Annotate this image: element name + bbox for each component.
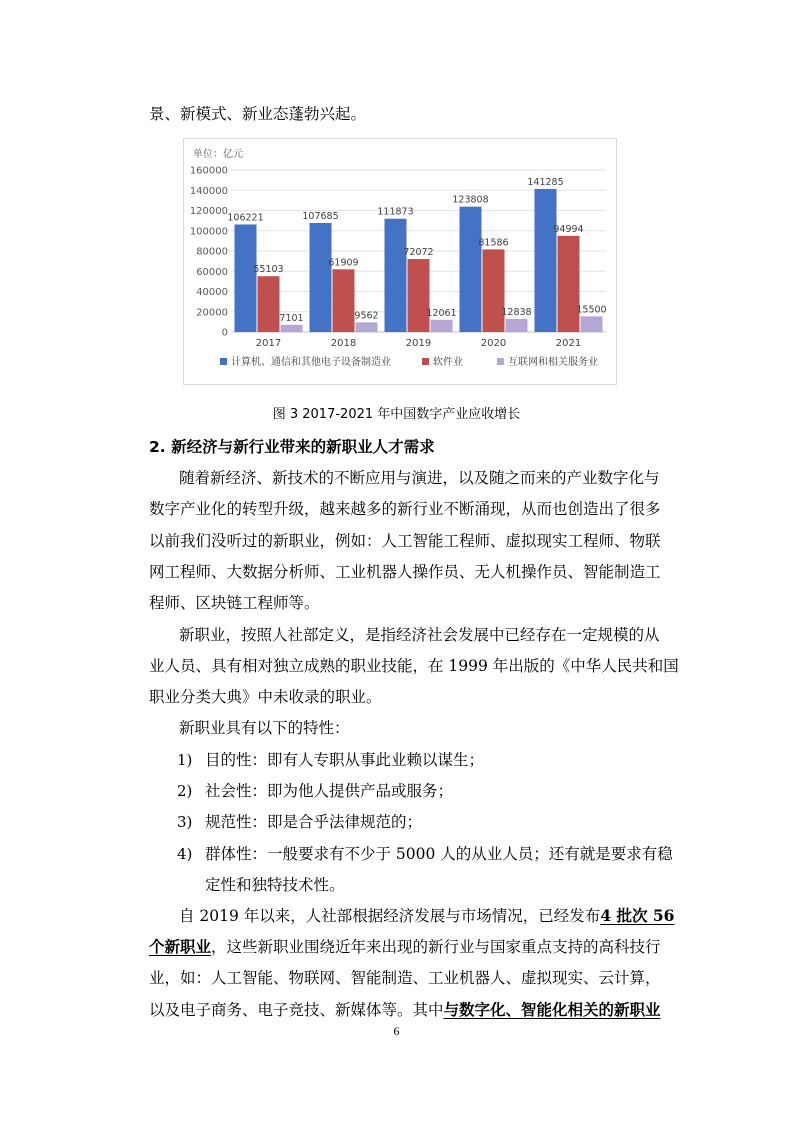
data-label: 12838	[501, 307, 532, 319]
data-label: 61909	[328, 257, 359, 269]
emphasis-text: 4 批次 56	[600, 906, 675, 925]
paragraph-line	[149, 1000, 661, 1020]
data-label: 107685	[302, 210, 339, 222]
x-tick-label: 2017	[255, 338, 282, 349]
chart-canvas	[184, 139, 616, 384]
y-tick-label: 60000	[196, 266, 228, 278]
y-tick-label: 160000	[189, 165, 228, 177]
legend-label: 计算机、通信和其他电子设备制造业	[231, 357, 391, 368]
chart-bar	[460, 207, 482, 332]
legend-label: 互联网和相关服务业	[508, 357, 598, 368]
list-item: 规范性：即是合乎法律规范的；	[205, 813, 423, 831]
x-tick-label: 2021	[555, 338, 582, 349]
text-run: 自 2019 年以来，人社部根据经济发展与市场情况，已经发布	[179, 907, 601, 925]
paragraph-line: 以前我们没听过的新职业，例如：人工智能工程师、虚拟现实工程师、物联	[149, 532, 661, 550]
paragraph-line	[149, 937, 661, 957]
paragraph-line	[179, 906, 674, 926]
chart-bar	[558, 236, 580, 332]
paragraph-line: 随着新经济、新技术的不断应用与演进，以及随之而来的产业数字化与	[179, 469, 660, 487]
data-label: 55103	[253, 264, 284, 276]
page-number: 6	[393, 1024, 400, 1038]
y-tick-label: 100000	[189, 226, 228, 238]
data-label: 12061	[426, 307, 457, 319]
list-item: 社会性：即为他人提供产品或服务；	[205, 782, 454, 800]
list-item: 目的性：即有人专职从事此业赖以谋生；	[205, 751, 485, 769]
chart-bar	[535, 189, 557, 332]
legend-swatch	[422, 358, 429, 365]
emphasis-text: 个新职业	[149, 937, 212, 956]
list-item-number: 4)	[177, 845, 193, 863]
chart-bar	[356, 322, 378, 332]
y-tick-label: 120000	[189, 206, 228, 217]
data-label: 9562	[354, 310, 379, 322]
y-tick-label: 140000	[189, 185, 228, 197]
chart-bar	[506, 319, 528, 332]
paragraph-line: 职业分类大典》中未收录的职业。	[149, 688, 382, 706]
chart-bar	[483, 249, 505, 332]
legend-label: 软件业	[433, 357, 463, 368]
chart-bar	[333, 269, 355, 332]
paragraph-line: 业，如：人工智能、物联网、智能制造、工业机器人、虚拟现实、云计算，	[149, 969, 661, 987]
section-heading: 2. 新经济与新行业带来的新职业人才需求	[149, 438, 435, 456]
list-item-number: 1)	[177, 751, 193, 769]
list-item-number: 3)	[177, 813, 193, 831]
x-tick-label: 2018	[330, 338, 357, 349]
figure-caption: 图 3 2017-2021 年中国数字产业应收增长	[272, 407, 521, 422]
chart-bar	[310, 223, 332, 332]
text-line: 景、新模式、新业态蓬勃兴起。	[149, 105, 367, 123]
paragraph-line: 网工程师、大数据分析师、工业机器人操作员、无人机操作员、智能制造工	[149, 563, 661, 581]
x-tick-label: 2019	[405, 338, 432, 349]
text-run: ，这些新职业围绕近年来出现的新行业与国家重点支持的高科技行	[211, 938, 661, 956]
paragraph-line: 新职业具有以下的特性：	[179, 719, 350, 737]
chart-bar	[385, 219, 407, 332]
paragraph-line: 业人员、具有相对独立成熟的职业技能，在 1999 年出版的《中华人民共和国	[149, 657, 679, 675]
legend-swatch	[497, 358, 504, 365]
data-label: 7101	[279, 312, 304, 324]
chart-bar	[235, 224, 257, 332]
y-tick-label: 0	[221, 327, 228, 339]
data-label: 111873	[377, 206, 414, 218]
paragraph-line: 数字产业化的转型升级，越来越多的新行业不断涌现，从而也创造出了很多	[149, 500, 661, 518]
list-item: 群体性：一般要求有不少于 5000 人的从业人员；还有就是要求有稳	[205, 845, 673, 863]
y-tick-label: 20000	[196, 307, 228, 319]
data-label: 141285	[527, 176, 564, 188]
list-item-number: 2)	[177, 782, 193, 800]
data-label: 81586	[478, 237, 509, 249]
y-tick-label: 80000	[196, 246, 228, 258]
data-label: 106221	[227, 212, 264, 224]
list-item-continuation: 定性和独特技术性。	[205, 876, 345, 894]
chart-bar	[581, 316, 603, 332]
emphasis-text: 与数字化、智能化相关的新职业	[443, 1000, 661, 1019]
data-label: 94994	[553, 223, 584, 235]
legend-swatch	[220, 358, 227, 365]
chart-bar	[408, 259, 430, 332]
paragraph-line: 程师、区块链工程师等。	[149, 594, 320, 612]
chart-bar	[258, 276, 280, 332]
bar-chart	[183, 138, 617, 385]
text-run: 以及电子商务、电子竞技、新媒体等。其中	[149, 1001, 444, 1019]
data-label: 123808	[452, 194, 489, 206]
y-tick-label: 40000	[196, 287, 228, 298]
chart-bar	[281, 325, 303, 332]
data-label: 72072	[403, 247, 434, 259]
chart-bar	[431, 320, 453, 332]
x-tick-label: 2020	[480, 338, 507, 349]
data-label: 15500	[576, 304, 607, 316]
paragraph-line: 新职业，按照人社部定义，是指经济社会发展中已经存在一定规模的从	[179, 626, 660, 644]
chart-unit-label: 单位：亿元	[193, 149, 243, 160]
